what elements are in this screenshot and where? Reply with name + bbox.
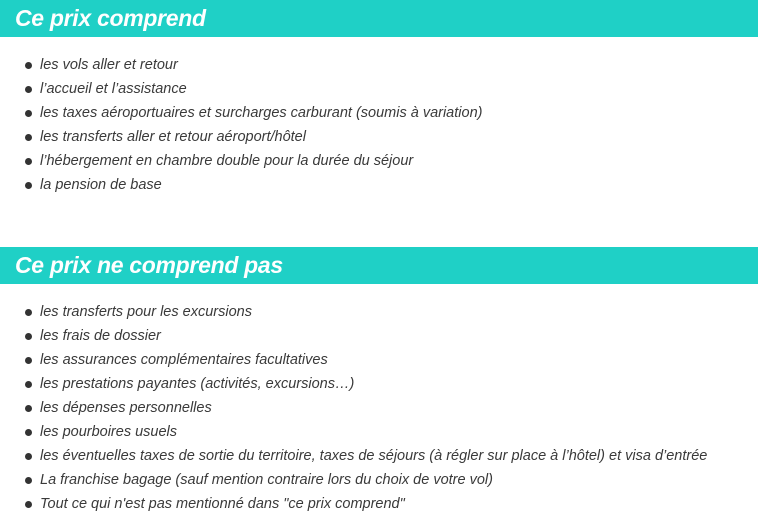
bullet-icon bbox=[25, 158, 32, 165]
list-item bbox=[25, 492, 758, 516]
included-section bbox=[0, 0, 758, 197]
excluded-list bbox=[0, 300, 758, 516]
list-item-text: Tout ce qui n'est pas mentionné dans "ce prix comprend" bbox=[40, 496, 405, 512]
excluded-title: Ce prix ne comprend pas bbox=[15, 252, 283, 278]
list-item-text: les frais de dossier bbox=[40, 328, 161, 344]
bullet-icon bbox=[25, 357, 32, 364]
list-item bbox=[25, 444, 758, 468]
list-item bbox=[25, 149, 758, 173]
bullet-icon bbox=[25, 86, 32, 93]
list-item bbox=[25, 396, 758, 420]
list-item bbox=[25, 125, 758, 149]
list-item-text: les taxes aéroportuaires et surcharges carburant (soumis à variation) bbox=[40, 105, 483, 121]
list-item-text: les transferts aller et retour aéroport/hôtel bbox=[40, 129, 306, 145]
bullet-icon bbox=[25, 501, 32, 508]
list-item-text: les vols aller et retour bbox=[40, 57, 178, 73]
list-item-text: l’hébergement en chambre double pour la durée du séjour bbox=[40, 153, 414, 169]
bullet-icon bbox=[25, 429, 32, 436]
bullet-icon bbox=[25, 453, 32, 460]
bullet-icon bbox=[25, 62, 32, 69]
bullet-icon bbox=[25, 405, 32, 412]
included-header bbox=[0, 0, 758, 37]
bullet-icon bbox=[25, 381, 32, 388]
list-item-text: les éventuelles taxes de sortie du territoire, taxes de séjours (à régler sur place à l’hôtel) et visa d’entrée bbox=[40, 448, 708, 464]
list-item bbox=[25, 420, 758, 444]
bullet-icon bbox=[25, 134, 32, 141]
list-item bbox=[25, 324, 758, 348]
list-item bbox=[25, 468, 758, 492]
list-item bbox=[25, 53, 758, 77]
list-item-text: les transferts pour les excursions bbox=[40, 304, 252, 320]
list-item bbox=[25, 173, 758, 197]
excluded-section bbox=[0, 247, 758, 516]
bullet-icon bbox=[25, 182, 32, 189]
list-item-text: les dépenses personnelles bbox=[40, 400, 212, 416]
list-item bbox=[25, 348, 758, 372]
list-item-text: les prestations payantes (activités, excursions…) bbox=[40, 376, 355, 392]
list-item-text: les assurances complémentaires facultatives bbox=[40, 352, 328, 368]
bullet-icon bbox=[25, 333, 32, 340]
included-list bbox=[0, 53, 758, 197]
bullet-icon bbox=[25, 309, 32, 316]
list-item-text: l’accueil et l’assistance bbox=[40, 81, 187, 97]
included-title: Ce prix comprend bbox=[15, 5, 206, 31]
list-item bbox=[25, 77, 758, 101]
list-item-text: La franchise bagage (sauf mention contraire lors du choix de votre vol) bbox=[40, 472, 493, 488]
list-item bbox=[25, 101, 758, 125]
list-item-text: la pension de base bbox=[40, 177, 162, 193]
list-item bbox=[25, 300, 758, 324]
list-item-text: les pourboires usuels bbox=[40, 424, 178, 440]
list-item bbox=[25, 372, 758, 396]
bullet-icon bbox=[25, 110, 32, 117]
bullet-icon bbox=[25, 477, 32, 484]
excluded-header bbox=[0, 247, 758, 284]
